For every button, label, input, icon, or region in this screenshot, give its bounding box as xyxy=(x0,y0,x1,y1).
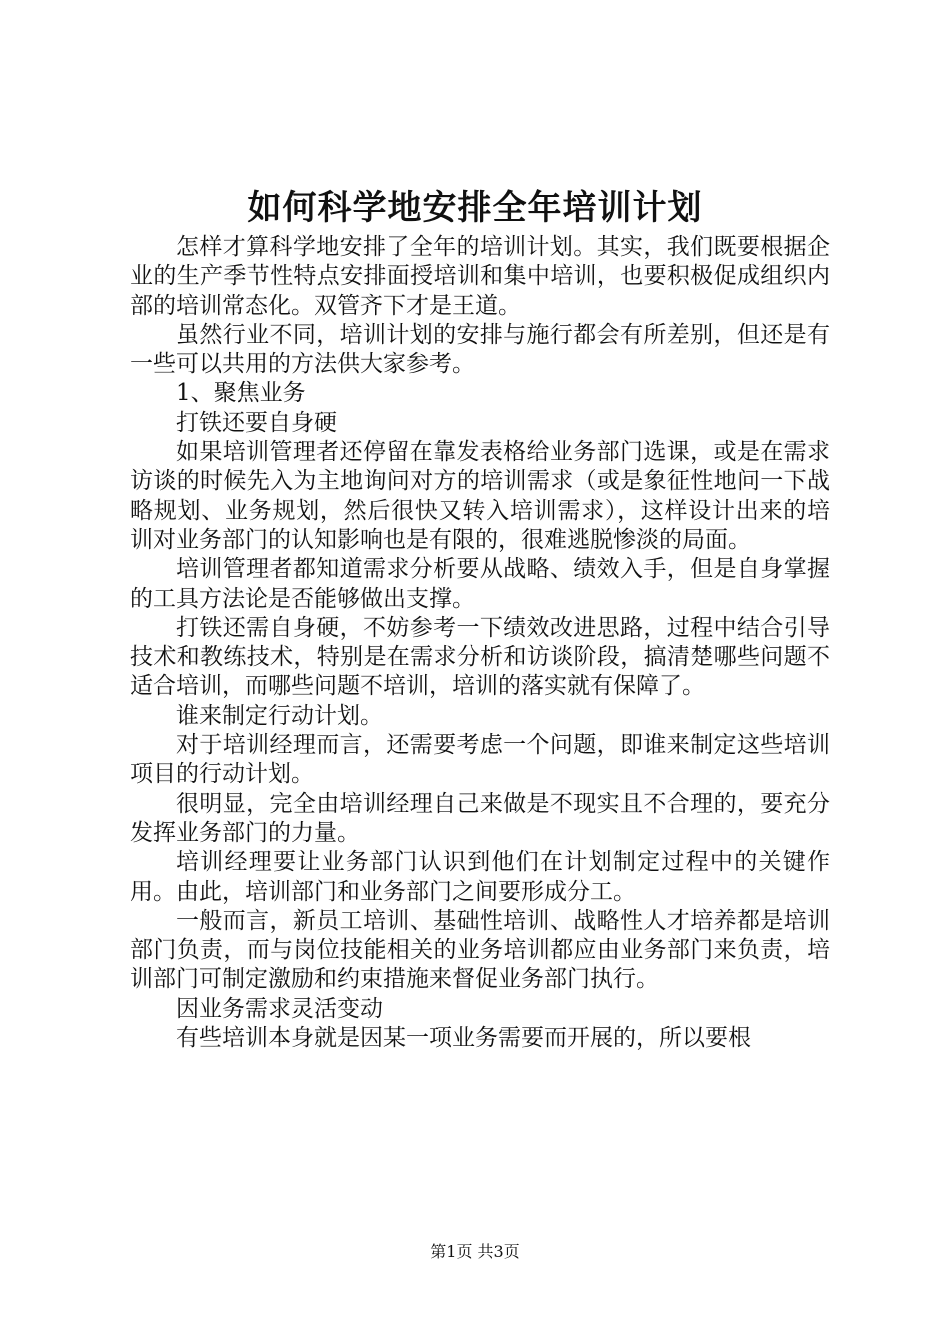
subheading-3: 因业务需求灵活变动 xyxy=(176,995,383,1022)
paragraph-1: 怎样才算科学地安排了全年的培训计划。其实，我们既要根据企业的生产季节性特点安排面授培训和集中培训，也要积极促成组织内部的培训常态化。双管齐下才是王道。 xyxy=(130,234,830,319)
subheading-1: 打铁还要自身硬 xyxy=(176,409,337,436)
document-body xyxy=(130,233,830,1053)
paragraph-2: 虽然行业不同，培训计划的安排与施行都会有所差别，但还是有一些可以共用的方法供大家参考。 xyxy=(130,321,830,378)
paragraph-10: 有些培训本身就是因某一项业务需要而开展的，所以要根 xyxy=(176,1025,751,1052)
paragraph-4: 培训管理者都知道需求分析要从战略、绩效入手，但是自身掌握的工具方法论是否能够做出支撑。 xyxy=(130,556,830,612)
paragraph-5: 打铁还需自身硬，不妨参考一下绩效改进思路，过程中结合引导技术和教练技术，特别是在需求分析和访谈阶段，搞清楚哪些问题不适合培训，而哪些问题不培训，培训的落实就有保障了。 xyxy=(130,614,830,700)
paragraph-8: 培训经理要让业务部门认识到他们在计划制定过程中的关键作用。由此，培训部门和业务部门之间要形成分工。 xyxy=(130,849,830,905)
paragraph-7: 很明显，完全由培训经理自己来做是不现实且不合理的，要充分发挥业务部门的力量。 xyxy=(130,790,830,846)
document-title: 如何科学地安排全年培训计划 xyxy=(247,188,703,228)
paragraph-9: 一般而言，新员工培训、基础性培训、战略性人才培养都是培训部门负责，而与岗位技能相关的业务培训都应由业务部门来负责，培训部门可制定激励和约束措施来督促业务部门执行。 xyxy=(130,907,830,993)
paragraph-6: 对于培训经理而言，还需要考虑一个问题，即谁来制定这些培训项目的行动计划。 xyxy=(130,732,830,788)
paragraph-3: 如果培训管理者还停留在靠发表格给业务部门选课，或是在需求访谈的时候先入为主地询问对方的培训需求（或是象征性地问一下战略规划、业务规划，然后很快又转入培训需求），这样设计出来的培训对业务部门的认知影响也是有限的，很难逃脱惨淡的局面。 xyxy=(130,439,830,553)
section-heading-1: 1、聚焦业务 xyxy=(176,380,306,407)
page-footer: 第1页 共3页 xyxy=(430,1242,520,1261)
subheading-2: 谁来制定行动计划。 xyxy=(176,702,383,729)
